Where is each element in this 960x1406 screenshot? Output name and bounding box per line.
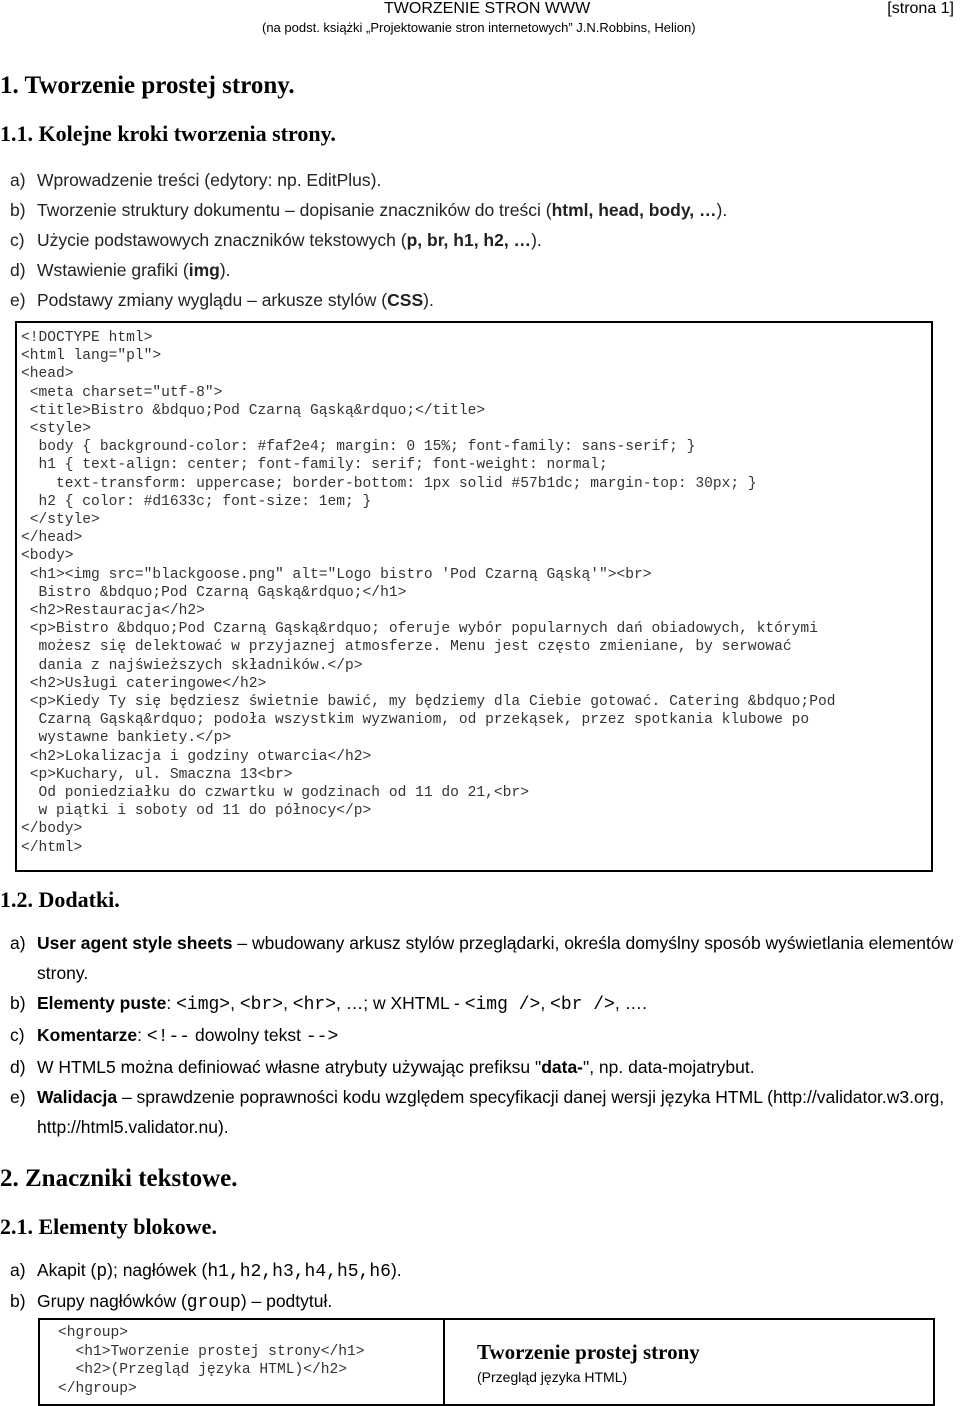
section-1-title: 1. Tworzenie prostej strony. [0,72,295,99]
preview-subheading: (Przegląd języka HTML) [477,1369,628,1385]
list-marker: b) [10,993,26,1013]
list-text: dowolny tekst [190,1025,306,1045]
list-bold: p, br, h1, h2, … [406,230,532,250]
extras-list [10,928,955,1142]
list-marker: d) [10,1057,26,1077]
list-item [10,1020,955,1052]
list-text: ). [531,230,542,250]
code-tag: <br> [239,995,284,1015]
list-text: ) – podtytuł. [240,1291,333,1311]
code-line: wystawne bankiety.</p> [21,730,232,747]
code-line: Od poniedziałku do czwartku w godzinach od 11 do 21,<br> [21,785,529,802]
list-marker: e) [10,1087,26,1107]
preview-heading: Tworzenie prostej strony [477,1340,700,1364]
code-line: <h2>Restauracja</h2> [21,603,205,620]
steps-list [10,165,727,315]
section-1-2-title: 1.2. Dodatki. [0,887,120,912]
list-text: ). [716,200,728,220]
code-tag: --> [305,1027,339,1047]
code-line: h2 { color: #d1633c; font-size: 1em; } [21,493,372,510]
code-line: <html lang="pl"> [21,348,162,365]
list-bold: CSS [387,290,424,310]
page-number: [strona 1] [887,0,954,17]
list-text: – wbudowany arkusz stylów przeglądarki, określa domyślny sposób wyświetlania elementów strony. [37,933,954,983]
list-bold: Walidacja [37,1087,118,1107]
list-item [10,1052,955,1082]
code-tag: group [186,1293,241,1313]
list-text: , [283,993,293,1013]
header-title: TWORZENIE STRON WWW [384,0,591,17]
list-text: : [137,1025,147,1045]
list-item [10,1082,955,1142]
list-text: Podstawy zmiany wyglądu – arkusze stylów ( [37,290,388,310]
list-text: ). [390,1260,402,1280]
code-line: <body> [21,548,74,565]
list-bold: data- [541,1057,583,1077]
list-marker: a) [10,1260,26,1280]
list-item [10,165,727,195]
list-marker: e) [10,290,26,310]
list-marker: c) [10,230,25,250]
code-line: <h2>Usługi cateringowe</h2> [21,675,267,692]
list-text: ). [423,290,434,310]
hgroup-example-table [38,1318,935,1406]
list-item [10,1286,402,1317]
list-item [10,1255,402,1286]
hgroup-code-listing [40,1320,443,1398]
list-text: : [166,993,177,1013]
code-line: <h1>Tworzenie prostej strony</h1> [58,1343,365,1360]
section-2-1-title: 2.1. Elementy blokowe. [0,1214,217,1239]
code-line: </body> [21,821,83,838]
block-elements-list [10,1255,402,1317]
list-item [10,255,727,285]
header-subtitle: (na podst. książki „Projektowanie stron internetowych” J.N.Robbins, Helion) [262,20,696,35]
list-text: ). [219,260,231,280]
code-line: h1 { text-align: center; font-family: serif; font-weight: normal; [21,457,608,474]
list-item [10,195,727,225]
list-text: Wprowadzenie treści (edytory: np. EditPlus). [37,170,382,190]
list-text: Tworzenie struktury dokumentu – dopisanie znaczników do treści ( [37,200,552,220]
code-line: <meta charset="utf-8"> [21,384,223,401]
list-bold: img [188,260,220,280]
list-item [10,928,955,988]
code-line: body { background-color: #faf2e4; margin: 0 15%; font-family: sans-serif; } [21,439,696,456]
list-text: W HTML5 można definiować własne atrybuty używając prefiksu " [37,1057,542,1077]
code-line: możesz się delektować w przyjaznej atmosferze. Menu jest często zmieniane, by serwować [21,639,792,656]
code-listing [21,329,835,857]
list-marker: d) [10,260,26,280]
code-tag: <img> [176,995,231,1015]
code-line: <p>Bistro &bdquo;Pod Czarną Gąską&rdquo; oferuje wybór popularnych dań obiadowych, którymi [21,621,818,638]
list-marker: a) [10,933,26,953]
code-line: </style> [21,512,100,529]
hgroup-preview-cell [445,1320,700,1404]
code-line: <h1><img src="blackgoose.png" alt="Logo bistro 'Pod Czarną Gąską'"><br> [21,566,652,583]
code-tag: <hr> [292,995,337,1015]
list-item [10,225,727,255]
code-line: <p>Kiedy Ty się będziesz świetnie bawić, my będziemy dla Ciebie gotować. Catering &bdquo;Pod [21,694,836,711]
list-item [10,285,727,315]
code-line: <hgroup> [58,1325,129,1341]
code-line: dania z najświeższych składników.</p> [21,657,363,674]
list-text: , …. [614,993,647,1013]
list-text: – sprawdzenie poprawności kodu względem specyfikacji danej wersji języka HTML (http://validator.w3.org, http://html5.validator.nu). [37,1087,945,1137]
code-line: text-transform: uppercase; border-bottom: 1px solid #57b1dc; margin-top: 30px; } [21,475,757,492]
list-text: , [540,993,551,1013]
code-tag: <br /> [550,995,615,1015]
list-marker: a) [10,170,26,190]
code-line: <!DOCTYPE html> [21,330,153,346]
list-marker: c) [10,1025,25,1045]
list-text: Grupy nagłówków ( [37,1291,187,1311]
list-text: ", np. data-mojatrybut. [583,1057,755,1077]
code-line: Bistro &bdquo;Pod Czarną Gąską&rdquo;</h1> [21,584,407,601]
code-line: <head> [21,366,74,383]
code-line: <title>Bistro &bdquo;Pod Czarną Gąską&rdquo;</title> [21,402,486,419]
code-line: w piątki i soboty od 11 do północy</p> [21,803,372,820]
list-bold: html, head, body, … [551,200,717,220]
code-line: </hgroup> [58,1380,137,1397]
code-line: <h2>Lokalizacja i godziny otwarcia</h2> [21,748,372,765]
list-marker: b) [10,1291,26,1311]
list-text: ); nagłówek ( [107,1260,208,1280]
code-tag: h1,h2,h3,h4,h5,h6 [207,1262,391,1282]
code-line: <h2>(Przegląd języka HTML)</h2> [58,1362,348,1379]
code-line: Czarną Gąską&rdquo; podoła wszystkim wyzwaniom, od przekąsek, przez spotkania klubowe po [21,712,810,729]
section-1-1-title: 1.1. Kolejne kroki tworzenia strony. [0,121,336,146]
list-bold: User agent style sheets [37,933,233,953]
list-text: , [230,993,240,1013]
code-line: <style> [21,421,92,438]
code-line: <p>Kuchary, ul. Smaczna 13<br> [21,766,293,783]
code-tag: p [96,1262,108,1282]
list-text: Akapit ( [37,1260,97,1280]
list-text: Użycie podstawowych znaczników tekstowych ( [37,230,407,250]
list-text: , …; w XHTML - [336,993,465,1013]
list-bold: Komentarze [37,1025,138,1045]
list-marker: b) [10,200,26,220]
page-header [0,0,960,44]
list-bold: Elementy puste [37,993,167,1013]
list-text: Wstawienie grafiki ( [37,260,189,280]
code-line: </head> [21,530,83,547]
list-item [10,988,955,1020]
code-tag: <img /> [464,995,541,1015]
section-2-title: 2. Znaczniki tekstowe. [0,1165,238,1192]
hgroup-code-cell [40,1320,445,1404]
code-tag: <!-- [146,1027,191,1047]
code-line: </html> [21,839,83,856]
html-code-example [15,321,933,872]
